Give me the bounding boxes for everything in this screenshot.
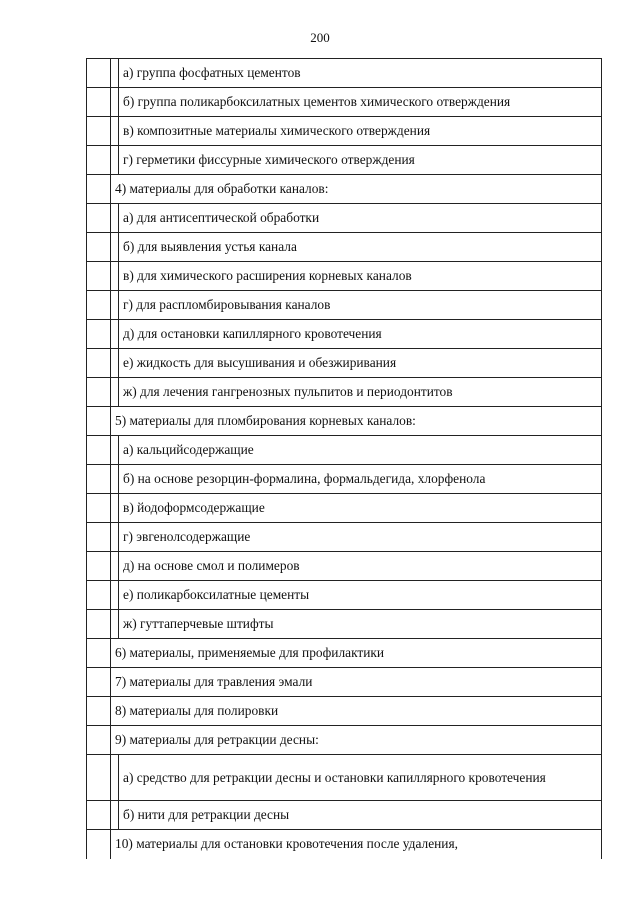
table-row-item (87, 291, 602, 320)
table-row-item (87, 436, 602, 465)
item-text: а) группа фосфатных цементов (119, 59, 602, 88)
table-row-item (87, 552, 602, 581)
table-cell-empty (111, 233, 119, 262)
table-cell-empty (111, 552, 119, 581)
table-row-item (87, 320, 602, 349)
item-text: б) нити для ретракции десны (119, 801, 602, 830)
table-row-item (87, 59, 602, 88)
item-text: а) кальцийсодержащие (119, 436, 602, 465)
table-row-item (87, 204, 602, 233)
table-row-section (87, 726, 602, 755)
item-text: а) средство для ретракции десны и остановки капиллярного кровотечения (119, 755, 602, 801)
table-cell-empty (87, 204, 111, 233)
table-cell-empty (87, 755, 111, 801)
table-cell-empty (111, 146, 119, 175)
table-cell-empty (111, 755, 119, 801)
table-cell-empty (87, 436, 111, 465)
table-cell-empty (87, 378, 111, 407)
table-cell-empty (87, 59, 111, 88)
table-cell-empty (111, 59, 119, 88)
table-row-item (87, 801, 602, 830)
table-row-item (87, 755, 602, 801)
section-text: 7) материалы для травления эмали (111, 668, 602, 697)
section-text: 9) материалы для ретракции десны: (111, 726, 602, 755)
section-text: 4) материалы для обработки каналов: (111, 175, 602, 204)
table-row-section (87, 175, 602, 204)
table-row-item (87, 378, 602, 407)
table-cell-empty (87, 523, 111, 552)
item-text: д) на основе смол и полимеров (119, 552, 602, 581)
table-row-item (87, 465, 602, 494)
table-cell-empty (87, 668, 111, 697)
item-text: е) поликарбоксилатные цементы (119, 581, 602, 610)
table-cell-empty (111, 349, 119, 378)
table-row-section (87, 639, 602, 668)
item-text: г) эвгенолсодержащие (119, 523, 602, 552)
table-cell-empty (87, 146, 111, 175)
table-row-item (87, 88, 602, 117)
item-text: ж) гуттаперчевые штифты (119, 610, 602, 639)
table-cell-empty (87, 639, 111, 668)
table-cell-empty (87, 88, 111, 117)
item-text: в) для химического расширения корневых каналов (119, 262, 602, 291)
table-cell-empty (111, 378, 119, 407)
table-cell-empty (87, 697, 111, 726)
section-text: 8) материалы для полировки (111, 697, 602, 726)
table-row-item (87, 233, 602, 262)
item-text: а) для антисептической обработки (119, 204, 602, 233)
table-cell-empty (111, 320, 119, 349)
table-cell-empty (111, 494, 119, 523)
item-text: г) герметики фиссурные химического отверждения (119, 146, 602, 175)
table-row-section (87, 407, 602, 436)
table-cell-empty (87, 291, 111, 320)
table-row-item (87, 117, 602, 146)
materials-table (86, 58, 602, 859)
table-row-section (87, 668, 602, 697)
table-cell-empty (111, 610, 119, 639)
table-cell-empty (87, 349, 111, 378)
table-cell-empty (111, 291, 119, 320)
table-row-section (87, 830, 602, 859)
item-text: г) для распломбировывания каналов (119, 291, 602, 320)
table-cell-empty (111, 262, 119, 291)
table-row-item (87, 610, 602, 639)
table-cell-empty (111, 436, 119, 465)
table-cell-empty (87, 801, 111, 830)
table-row-item (87, 349, 602, 378)
table-row-item (87, 523, 602, 552)
table-row-item (87, 581, 602, 610)
item-text: в) композитные материалы химического отверждения (119, 117, 602, 146)
table-row-item (87, 262, 602, 291)
table-cell-empty (87, 117, 111, 146)
table-cell-empty (87, 233, 111, 262)
table-row-item (87, 494, 602, 523)
table-cell-empty (111, 117, 119, 146)
table-cell-empty (111, 801, 119, 830)
item-text: б) группа поликарбоксилатных цементов химического отверждения (119, 88, 602, 117)
item-text: б) на основе резорцин-формалина, формальдегида, хлорфенола (119, 465, 602, 494)
table-cell-empty (87, 726, 111, 755)
table-cell-empty (111, 465, 119, 494)
table-cell-empty (111, 88, 119, 117)
table-cell-empty (87, 830, 111, 859)
table-cell-empty (111, 204, 119, 233)
item-text: е) жидкость для высушивания и обезжиривания (119, 349, 602, 378)
table-cell-empty (87, 407, 111, 436)
table-cell-empty (87, 320, 111, 349)
table-cell-empty (87, 581, 111, 610)
item-text: ж) для лечения гангренозных пульпитов и периодонтитов (119, 378, 602, 407)
section-text: 6) материалы, применяемые для профилактики (111, 639, 602, 668)
item-text: в) йодоформсодержащие (119, 494, 602, 523)
table-cell-empty (87, 494, 111, 523)
table-cell-empty (87, 262, 111, 291)
item-text: б) для выявления устья канала (119, 233, 602, 262)
table-cell-empty (111, 581, 119, 610)
item-text: д) для остановки капиллярного кровотечения (119, 320, 602, 349)
table-row-section (87, 697, 602, 726)
section-text: 5) материалы для пломбирования корневых каналов: (111, 407, 602, 436)
table-cell-empty (87, 610, 111, 639)
table-cell-empty (111, 523, 119, 552)
page-number: 200 (310, 30, 330, 45)
section-text: 10) материалы для остановки кровотечения после удаления, (111, 830, 602, 859)
table-row-item (87, 146, 602, 175)
table-cell-empty (87, 552, 111, 581)
table-cell-empty (87, 175, 111, 204)
table-cell-empty (87, 465, 111, 494)
